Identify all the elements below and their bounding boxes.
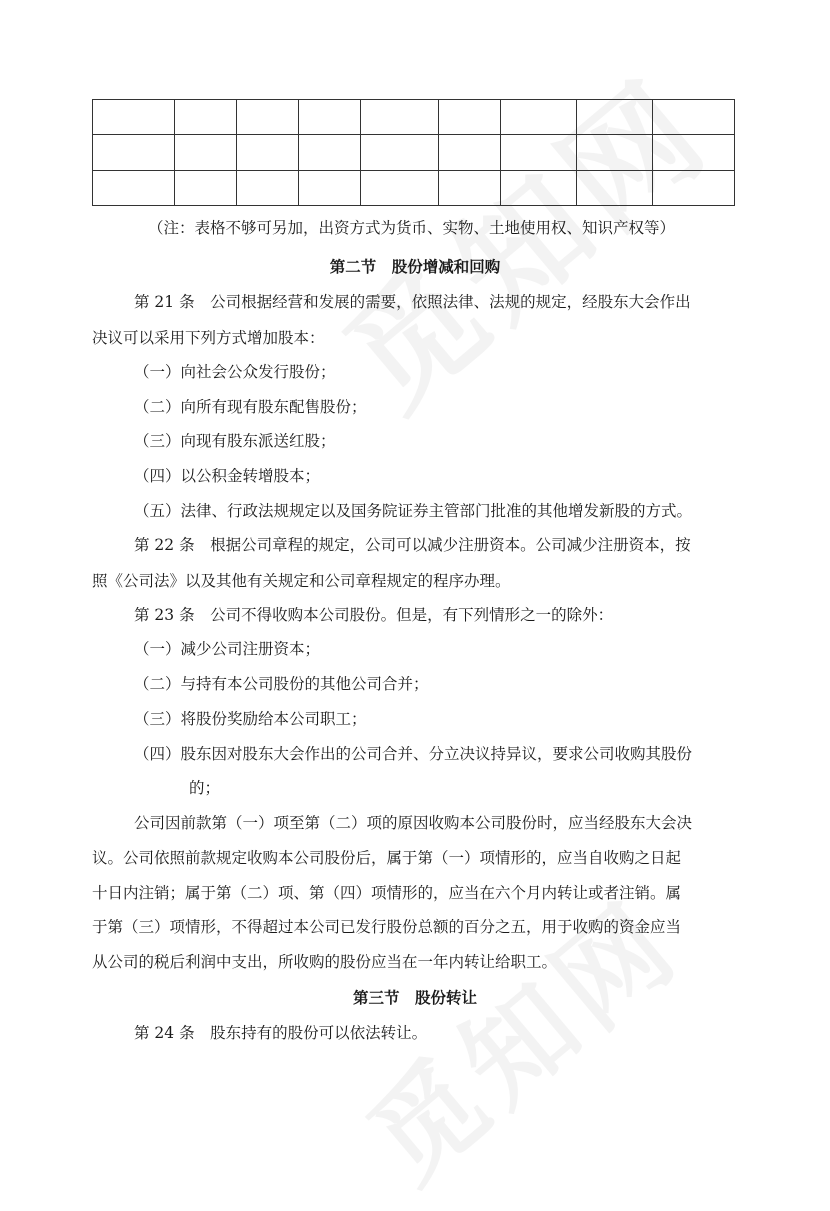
table-cell: [93, 100, 175, 135]
table-cell: [577, 135, 653, 170]
article-21-item-2: （二）向所有现有股东配售股份；: [134, 398, 367, 416]
table-cell: [93, 135, 175, 170]
table-cell: [175, 135, 237, 170]
article-24-line-1: 第 24 条 股东持有的股份可以依法转让。: [134, 1024, 428, 1042]
paragraph-line-1: 公司因前款第（一）项至第（二）项的原因收购本公司股份时，应当经股东大会决: [134, 814, 693, 832]
table-cell: [361, 135, 439, 170]
table-cell: [501, 100, 577, 135]
table-cell: [299, 170, 361, 205]
article-23-item-2: （二）与持有本公司股份的其他公司合并；: [134, 675, 429, 693]
table-cell: [93, 170, 175, 205]
article-23-item-1: （一）减少公司注册资本；: [134, 640, 321, 658]
table-cell: [299, 135, 361, 170]
article-21-line-2: 决议可以采用下列方式增加股本：: [92, 329, 325, 347]
table-cell: [299, 100, 361, 135]
article-21-item-3: （三）向现有股东派送红股；: [134, 432, 336, 450]
table-row: [93, 100, 735, 135]
capital-contribution-table: [92, 99, 735, 206]
table-cell: [175, 170, 237, 205]
table-note: （注：表格不够可另加，出资方式为货币、实物、土地使用权、知识产权等）: [148, 219, 676, 237]
table-cell: [577, 170, 653, 205]
article-21-item-5: （五）法律、行政法规规定以及国务院证券主管部门批准的其他增发新股的方式。: [134, 502, 693, 520]
table-cell: [439, 135, 501, 170]
article-21-line-1: 第 21 条 公司根据经营和发展的需要，依照法律、法规的规定，经股东大会作出: [134, 293, 691, 311]
article-22-line-2: 照《公司法》以及其他有关规定和公司章程规定的程序办理。: [92, 572, 511, 590]
table-cell: [653, 135, 735, 170]
table-cell: [361, 170, 439, 205]
paragraph-line-5: 从公司的税后利润中支出，所收购的股份应当在一年内转让给职工。: [92, 953, 558, 971]
article-21-item-1: （一）向社会公众发行股份；: [134, 363, 336, 381]
paragraph-line-2: 议。公司依照前款规定收购本公司股份后，属于第（一）项情形的，应当自收购之日起: [92, 849, 682, 867]
table-cell: [439, 100, 501, 135]
table-cell: [501, 135, 577, 170]
section-title-2: 第二节 股份增减和回购: [329, 257, 501, 276]
table-cell: [653, 100, 735, 135]
table-cell: [175, 100, 237, 135]
article-21-item-4: （四）以公积金转增股本；: [134, 467, 321, 485]
table-cell: [577, 100, 653, 135]
table-cell: [501, 170, 577, 205]
section-title-3: 第三节 股份转让: [352, 988, 477, 1007]
table-cell: [653, 170, 735, 205]
article-23-item-4-cont: 的；: [189, 779, 221, 797]
article-22-line-1: 第 22 条 根据公司章程的规定，公司可以减少注册资本。公司减少注册资本，按: [134, 536, 691, 554]
table-cell: [361, 100, 439, 135]
article-23-line-1: 第 23 条 公司不得收购本公司股份。但是，有下列情形之一的除外：: [134, 606, 614, 624]
table-cell: [439, 170, 501, 205]
table-row: [93, 135, 735, 170]
paragraph-line-3: 十日内注销；属于第（二）项、第（四）项情形的，应当在六个月内转让或者注销。属: [92, 884, 682, 902]
paragraph-line-4: 于第（三）项情形，不得超过本公司已发行股份总额的百分之五，用于收购的资金应当: [92, 918, 682, 936]
table-cell: [237, 100, 299, 135]
table-cell: [237, 170, 299, 205]
table-cell: [237, 135, 299, 170]
article-23-item-4: （四）股东因对股东大会作出的公司合并、分立决议持异议，要求公司收购其股份: [134, 745, 693, 763]
table-row: [93, 170, 735, 205]
article-23-item-3: （三）将股份奖励给本公司职工；: [134, 710, 367, 728]
